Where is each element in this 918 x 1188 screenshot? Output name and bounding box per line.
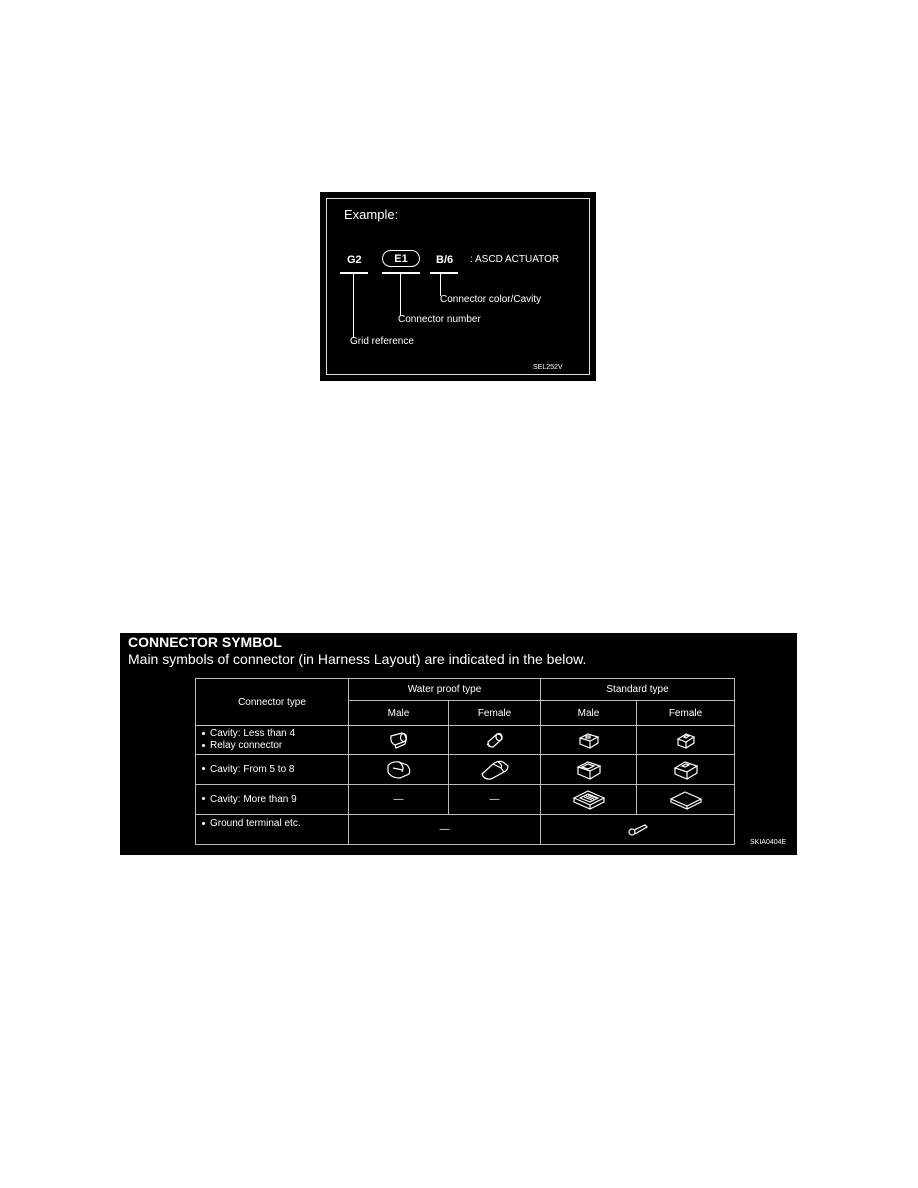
table-row: [196, 785, 735, 815]
oval-plug-icon: [385, 758, 413, 782]
small-box-socket-icon: [675, 730, 697, 750]
grid-leader: [353, 274, 354, 338]
color-cavity-leader: [440, 274, 441, 296]
header-std-female: Female: [637, 701, 735, 726]
header-connector-type: Connector type: [196, 679, 349, 726]
medium-box-socket-icon: [673, 758, 699, 782]
label-color-cavity: Connector color/Cavity: [440, 294, 542, 305]
connector-type-table: [195, 678, 735, 845]
header-wp-male: Male: [349, 701, 449, 726]
color-cavity-underline: [430, 272, 458, 274]
grid-code: G2: [347, 254, 362, 266]
connector-symbol-subheading: Main symbols of connector (in Harness Layout) are indicated in the below.: [128, 651, 587, 667]
connector-code-oval: E1: [382, 250, 420, 267]
header-std-male: Male: [541, 701, 637, 726]
example-frame: [326, 198, 590, 375]
bullet-icon: [202, 822, 205, 825]
bullet-icon: [202, 744, 205, 747]
connector-symbol-figure: [120, 633, 797, 855]
header-wp-female: Female: [449, 701, 541, 726]
small-round-plug-icon: [388, 730, 410, 750]
connector-name: : ASCD ACTUATOR: [470, 254, 560, 265]
grid-underline: [340, 272, 368, 274]
table-row: [196, 726, 735, 755]
example-figure: [320, 192, 596, 381]
small-box-plug-icon: [578, 730, 600, 750]
table-row: [196, 815, 735, 845]
row-label: Cavity: More than 9: [196, 785, 349, 815]
bullet-icon: [202, 732, 205, 735]
header-water-proof-type: Water proof type: [349, 679, 541, 701]
connector-underline: [382, 272, 420, 274]
row-label: Cavity: From 5 to 8: [196, 755, 349, 785]
connector-leader: [400, 274, 401, 316]
ground-terminal-icon: [626, 823, 650, 837]
bullet-icon: [202, 767, 205, 770]
row-label: Ground terminal etc.: [196, 815, 349, 845]
oval-socket-icon: [479, 758, 511, 782]
label-grid-reference: Grid reference: [350, 336, 414, 347]
label-connector-number: Connector number: [398, 314, 481, 325]
wp-female-not-applicable: —: [449, 785, 541, 815]
medium-box-plug-icon: [576, 758, 602, 782]
table-row: [196, 755, 735, 785]
figure-code: SEL252V: [533, 364, 563, 371]
connector-symbol-heading: CONNECTOR SYMBOL: [128, 634, 282, 650]
small-round-socket-icon: [484, 730, 506, 750]
row-label: Cavity: Less than 4 Relay connector: [196, 726, 349, 755]
figure-code: SKIA0404E: [750, 839, 787, 846]
bullet-icon: [202, 797, 205, 800]
header-standard-type: Standard type: [541, 679, 735, 701]
large-box-socket-icon: [669, 788, 703, 812]
wp-ground-not-applicable: —: [349, 815, 541, 845]
wp-male-not-applicable: —: [349, 785, 449, 815]
large-box-plug-icon: [572, 788, 606, 812]
color-cavity-code: B/6: [436, 254, 454, 266]
example-title: Example:: [344, 207, 399, 222]
